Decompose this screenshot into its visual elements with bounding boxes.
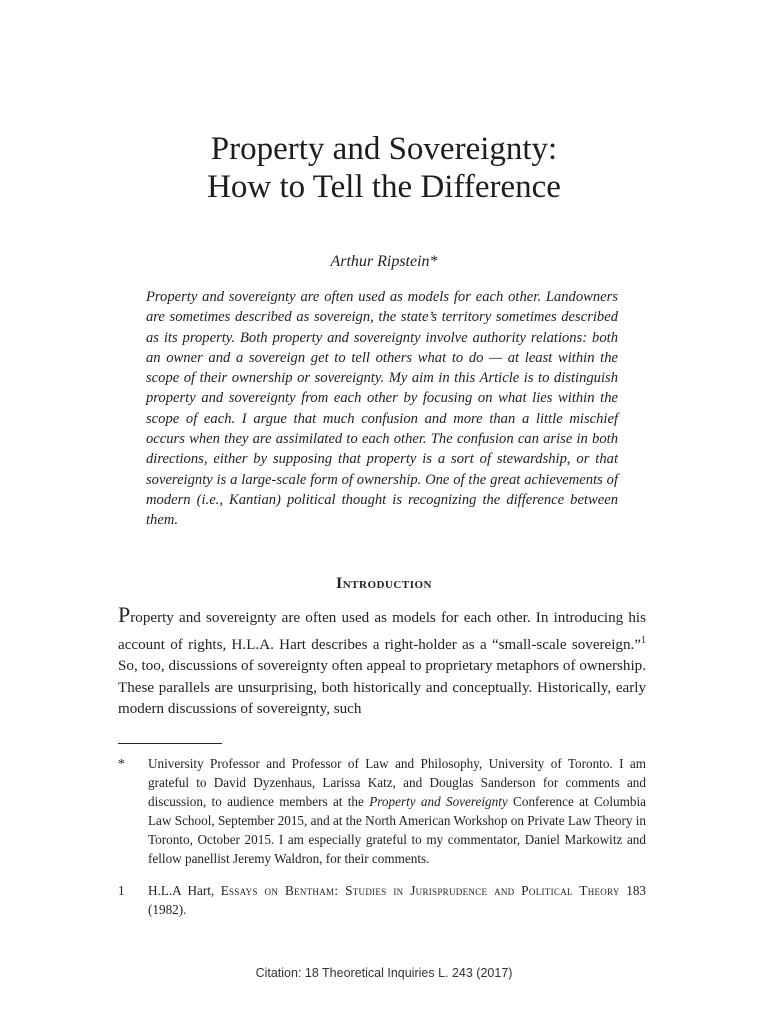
footnote-mark: 1 — [118, 883, 125, 898]
title-line-2: How to Tell the Difference — [207, 169, 561, 205]
author-name: Arthur Ripstein* — [330, 253, 438, 270]
citation-footer: Citation: 18 Theoretical Inquiries L. 243 (2017) — [255, 966, 513, 980]
footnote-text-part-2: Conference at Columbia Law School, September 2015, and at the North American Workshop on Private Law Theory in Toronto, October 2015. I am especially grateful to my commentator, Daniel Markowitz and fellow panellist Jeremy Waldron, for their comments. — [148, 794, 646, 866]
intro-text-part-1: roperty and sovereignty are often used as models for each other. In introducing his account of rights, H.L.A. Hart describes a right-holder as a “small-scale sovereign.” — [118, 610, 646, 653]
drop-cap: P — [118, 602, 131, 627]
intro-paragraph — [118, 602, 646, 721]
abstract: Property and sovereignty are often used as models for each other. Landowners are sometimes described as sovereign, the state’s territory sometimes described as its property. Both property and sovereignty involve authority relations: both an owner and a sovereign get to tell others what to do — at least within the scope of their ownership or sovereignty. My aim in this Article is to distinguish property and sovereignty from each other by focusing on what lies within the scope of each. I argue that much confusion and more than a little mischief occurs when they are assimilated to each other. The confusion can arise in both directions, either by supposing that property is a sort of stewardship, or that sovereignty is a large-scale form of ownership. One of the great achievements of modern (i.e., Kantian) political thought is recognizing the difference between them. — [146, 289, 618, 529]
footnote-text — [148, 881, 646, 919]
section-heading: Introduction — [336, 575, 432, 592]
footnote-divider — [118, 743, 222, 744]
footnote-text-part-1: University Professor and Professor of Law and Philosophy, University of Toronto. I am grateful to David Dyzenhaus, Larissa Katz, and Douglas Sanderson for comments and discussion, to audience members at the — [148, 756, 646, 809]
footnote-italic-title: Property and Sovereignty — [369, 794, 508, 809]
footnote-author — [118, 754, 646, 868]
title-line-1: Property and Sovereignty: — [210, 131, 558, 167]
footnote-text — [148, 754, 646, 868]
intro-text-part-2: So, too, discussions of sovereignty often appeal to proprietary metaphors of ownership. These parallels are unsurprising, both historically and conceptually. Historically, early modern discussions of sovereignty, such — [118, 658, 646, 718]
footnote-1 — [118, 881, 646, 919]
footnote-author-name: H.L.A Hart, — [148, 883, 221, 898]
footnote-rest: 183 (1982). — [148, 883, 646, 917]
footnote-book-title: Essays on Bentham: Studies in Jurisprudence and Political Theory — [220, 883, 620, 898]
article-title — [0, 130, 768, 206]
footnote-ref-1[interactable]: 1 — [641, 634, 646, 646]
footnote-mark: * — [118, 756, 125, 771]
